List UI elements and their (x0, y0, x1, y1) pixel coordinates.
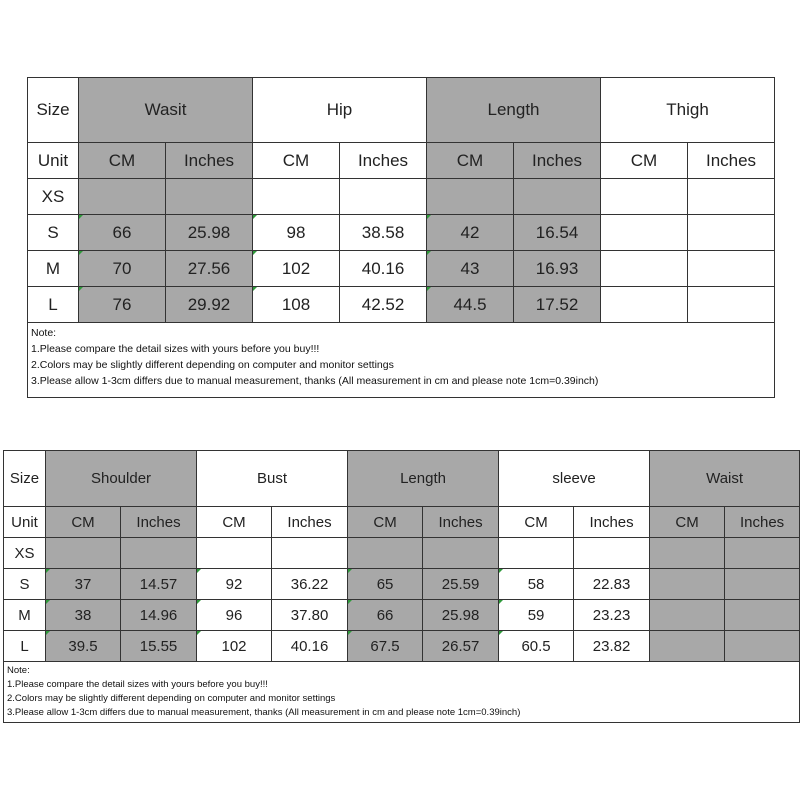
value-cell (650, 538, 725, 569)
unit-cell: Inches (340, 143, 427, 179)
value-cell: 25.98 (166, 215, 253, 251)
value-cell (601, 251, 688, 287)
value-cell: 40.16 (340, 251, 427, 287)
value-cell (348, 538, 423, 569)
note-line: 3.Please allow 1-3cm differs due to manual measurement, thanks (All measurement in cm and please note 1cm=0.39inch) (7, 707, 521, 718)
note-line: 2.Colors may be slightly different depending on computer and monitor settings (31, 359, 394, 371)
value-cell: 29.92 (166, 287, 253, 323)
table-row (4, 538, 800, 569)
value-cell (166, 179, 253, 215)
value-cell (601, 179, 688, 215)
note-line: 1.Please compare the detail sizes with yours before you buy!!! (7, 679, 268, 690)
size-cell: M (28, 251, 79, 287)
value-cell (340, 179, 427, 215)
unit-cell: CM (601, 143, 688, 179)
table-row (28, 215, 775, 251)
size-cell: S (28, 215, 79, 251)
value-cell (514, 179, 601, 215)
unit-cell: Inches (574, 507, 650, 538)
unit-cell: CM (650, 507, 725, 538)
value-cell: 43 (427, 251, 514, 287)
value-cell: 38 (46, 600, 121, 631)
value-cell: 39.5 (46, 631, 121, 662)
value-cell (46, 538, 121, 569)
unit-cell: Inches (725, 507, 800, 538)
value-cell (688, 251, 775, 287)
size-cell: XS (28, 179, 79, 215)
header-bust: Bust (197, 451, 348, 507)
note-line: 2.Colors may be slightly different depending on computer and monitor settings (7, 693, 336, 704)
table-row (28, 179, 775, 215)
table-row (28, 287, 775, 323)
value-cell: 70 (79, 251, 166, 287)
unit-cell: Inches (423, 507, 499, 538)
value-cell (688, 287, 775, 323)
notes-block (4, 662, 800, 723)
unit-cell: CM (197, 507, 272, 538)
unit-label: Unit (4, 507, 46, 538)
value-cell (574, 538, 650, 569)
note-line: Note: (7, 665, 30, 676)
size-cell: XS (4, 538, 46, 569)
unit-cell: Inches (272, 507, 348, 538)
size-header: Size (28, 78, 79, 143)
value-cell: 42.52 (340, 287, 427, 323)
value-cell (272, 538, 348, 569)
value-cell: 67.5 (348, 631, 423, 662)
size-header: Size (4, 451, 46, 507)
value-cell: 65 (348, 569, 423, 600)
unit-cell: CM (499, 507, 574, 538)
value-cell (688, 179, 775, 215)
value-cell: 15.55 (121, 631, 197, 662)
note-line: 3.Please allow 1-3cm differs due to manual measurement, thanks (All measurement in cm and please note 1cm=0.39inch) (31, 375, 599, 387)
header-waist: Waist (650, 451, 800, 507)
value-cell: 92 (197, 569, 272, 600)
unit-cell: Inches (121, 507, 197, 538)
value-cell: 25.98 (423, 600, 499, 631)
unit-label: Unit (28, 143, 79, 179)
header-shoulder: Shoulder (46, 451, 197, 507)
value-cell: 17.52 (514, 287, 601, 323)
value-cell (725, 631, 800, 662)
size-chart-table-2 (3, 450, 800, 723)
value-cell (725, 569, 800, 600)
value-cell (121, 538, 197, 569)
unit-cell: CM (79, 143, 166, 179)
value-cell (423, 538, 499, 569)
header-length: Length (427, 78, 601, 143)
notes-block (28, 323, 775, 398)
table-row (4, 569, 800, 600)
value-cell: 38.58 (340, 215, 427, 251)
value-cell: 36.22 (272, 569, 348, 600)
value-cell: 37.80 (272, 600, 348, 631)
value-cell (253, 179, 340, 215)
value-cell: 23.82 (574, 631, 650, 662)
value-cell: 96 (197, 600, 272, 631)
value-cell: 59 (499, 600, 574, 631)
value-cell (650, 600, 725, 631)
value-cell: 66 (348, 600, 423, 631)
value-cell: 26.57 (423, 631, 499, 662)
value-cell: 37 (46, 569, 121, 600)
value-cell: 16.54 (514, 215, 601, 251)
size-cell: L (4, 631, 46, 662)
value-cell: 58 (499, 569, 574, 600)
value-cell: 44.5 (427, 287, 514, 323)
value-cell: 102 (197, 631, 272, 662)
header-waist: Wasit (79, 78, 253, 143)
value-cell (197, 538, 272, 569)
value-cell: 76 (79, 287, 166, 323)
size-cell: S (4, 569, 46, 600)
table-row (4, 631, 800, 662)
value-cell: 42 (427, 215, 514, 251)
table-row (28, 251, 775, 287)
value-cell (688, 215, 775, 251)
value-cell: 98 (253, 215, 340, 251)
value-cell: 66 (79, 215, 166, 251)
header-length: Length (348, 451, 499, 507)
unit-cell: CM (46, 507, 121, 538)
header-sleeve: sleeve (499, 451, 650, 507)
value-cell: 40.16 (272, 631, 348, 662)
value-cell (725, 600, 800, 631)
unit-cell: CM (427, 143, 514, 179)
table-row (4, 600, 800, 631)
size-chart-table-1 (27, 77, 775, 398)
value-cell (601, 215, 688, 251)
value-cell (601, 287, 688, 323)
value-cell: 14.96 (121, 600, 197, 631)
note-line: 1.Please compare the detail sizes with yours before you buy!!! (31, 343, 320, 355)
value-cell: 102 (253, 251, 340, 287)
value-cell (650, 631, 725, 662)
value-cell: 16.93 (514, 251, 601, 287)
value-cell: 27.56 (166, 251, 253, 287)
unit-cell: Inches (688, 143, 775, 179)
value-cell: 25.59 (423, 569, 499, 600)
unit-cell: CM (253, 143, 340, 179)
value-cell (725, 538, 800, 569)
value-cell: 22.83 (574, 569, 650, 600)
value-cell: 108 (253, 287, 340, 323)
note-line: Note: (31, 327, 57, 339)
size-cell: M (4, 600, 46, 631)
size-cell: L (28, 287, 79, 323)
value-cell: 23.23 (574, 600, 650, 631)
value-cell (427, 179, 514, 215)
unit-cell: Inches (514, 143, 601, 179)
unit-cell: Inches (166, 143, 253, 179)
value-cell (499, 538, 574, 569)
value-cell: 60.5 (499, 631, 574, 662)
value-cell (650, 569, 725, 600)
unit-cell: CM (348, 507, 423, 538)
header-hip: Hip (253, 78, 427, 143)
header-thigh: Thigh (601, 78, 775, 143)
value-cell (79, 179, 166, 215)
value-cell: 14.57 (121, 569, 197, 600)
